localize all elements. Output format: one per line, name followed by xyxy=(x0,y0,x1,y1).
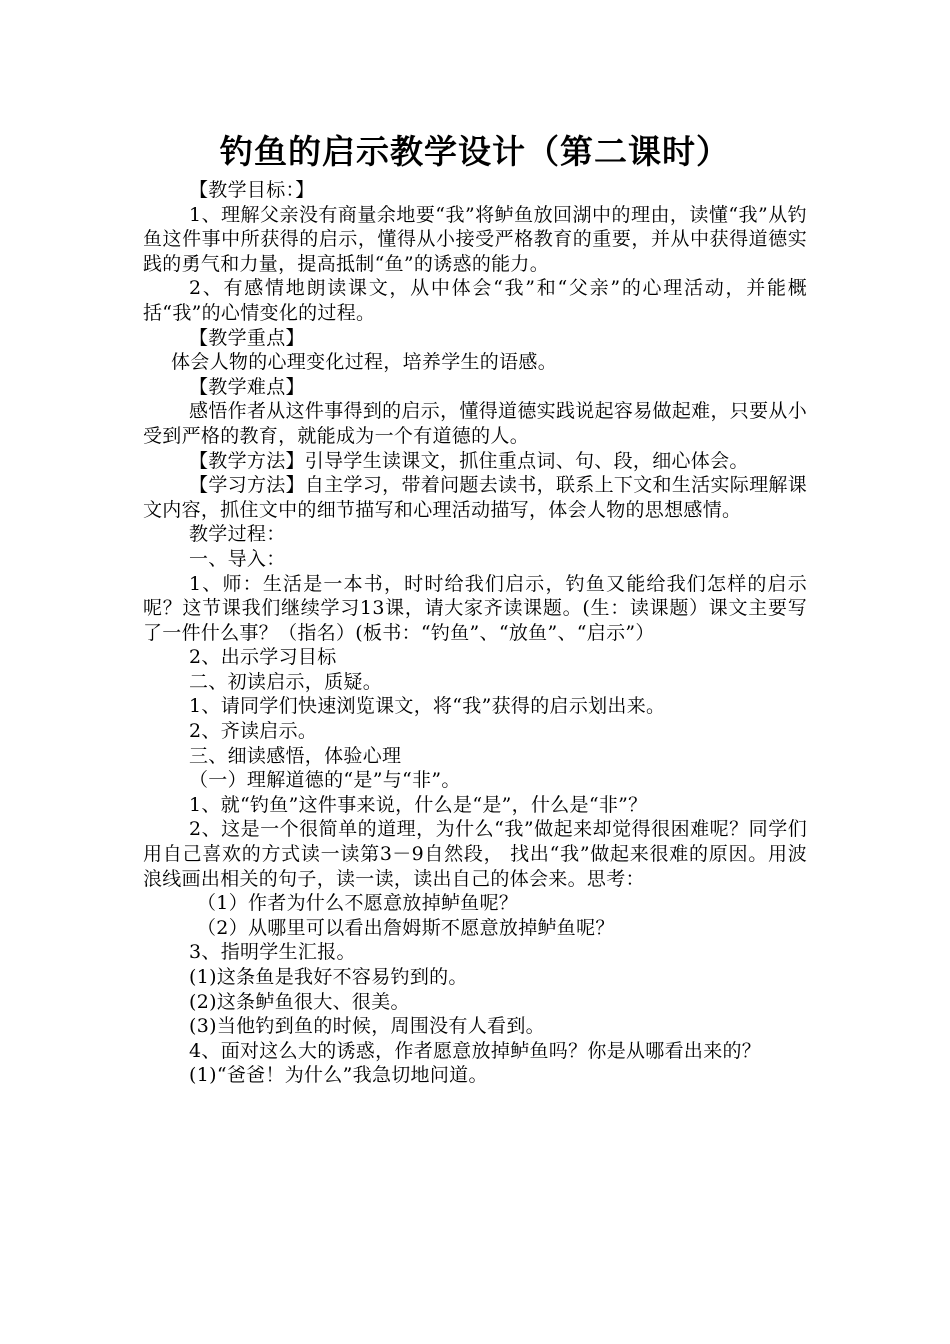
paragraph: 三、细读感悟，体验心理 xyxy=(189,744,402,767)
paragraph: （一）理解道德的“是”与“非”。 xyxy=(189,769,461,792)
paragraph: 一、导入： xyxy=(189,547,286,570)
document-page xyxy=(143,128,807,1088)
paragraph: (2)这条鲈鱼很大、很美。 xyxy=(189,990,410,1013)
paragraph: 2、这是一个很简单的道理，为什么“我”做起来却觉得很困难呢？同学们用自己喜欢的方式读一读第3－9自然段， 找出“我”做起来很难的原因。用波浪线画出相关的句子，读一读，读出自己的体会来。思考： xyxy=(143,818,807,890)
paragraph: 感悟作者从这件事得到的启示，懂得道德实践说起容易做起难，只要从小受到严格的教育，就能成为一个有道德的人。 xyxy=(143,400,807,447)
paragraph: 【学习方法】自主学习，带着问题去读书，联系上下文和生活实际理解课文内容，抓住文中的细节描写和心理活动描写，体会人物的思想感情。 xyxy=(143,474,807,521)
document-body xyxy=(143,178,807,1088)
paragraph: （2）从哪里可以看出詹姆斯不愿意放掉鲈鱼呢？ xyxy=(197,916,615,939)
paragraph: 【教学难点】 xyxy=(189,375,305,398)
paragraph: (3)当他钓到鱼的时候，周围没有人看到。 xyxy=(189,1015,545,1038)
paragraph: 2、有感情地朗读课文，从中体会“我”和“父亲”的心理活动，并能概括“我”的心情变化的过程。 xyxy=(143,277,807,324)
paragraph: 2、出示学习目标 xyxy=(189,646,337,669)
paragraph: 1、理解父亲没有商量余地要“我”将鲈鱼放回湖中的理由，读懂“我”从钓鱼这件事中所获得的启示，懂得从小接受严格教育的重要，并从中获得道德实践的勇气和力量，提高抵制“鱼”的诱惑的能力。 xyxy=(143,203,807,275)
paragraph: 4、面对这么大的诱惑，作者愿意放掉鲈鱼吗？你是从哪看出来的？ xyxy=(189,1039,762,1062)
paragraph: 【教学重点】 xyxy=(189,326,305,349)
document-title: 钓鱼的启示教学设计（第二课时） xyxy=(220,132,730,171)
paragraph: 1、师：生活是一本书，时时给我们启示，钓鱼又能给我们怎样的启示呢？这节课我们继续学习13课，请大家齐读课题。(生：读课题）课文主要写了一件什么事？（指名）(板书：“钓鱼”、“放鱼”、“启示”） xyxy=(143,572,807,644)
paragraph: 二、初读启示，质疑。 xyxy=(189,670,383,693)
paragraph: 1、请同学们快速浏览课文，将“我”获得的启示划出来。 xyxy=(189,695,666,718)
paragraph: 3、指明学生汇报。 xyxy=(189,941,356,964)
paragraph: 教学过程： xyxy=(189,523,286,546)
paragraph: 体会人物的心理变化过程，培养学生的语感。 xyxy=(171,351,558,374)
paragraph: 1、就“钓鱼”这件事来说，什么是“是”，什么是“非”？ xyxy=(189,793,648,816)
paragraph: (1)这条鱼是我好不容易钓到的。 xyxy=(189,966,468,988)
paragraph: 【教学目标：】 xyxy=(189,179,315,201)
paragraph: 2、齐读启示。 xyxy=(189,720,318,743)
paragraph: 【教学方法】引导学生读课文，抓住重点词、句、段，细心体会。 xyxy=(189,449,749,472)
paragraph: (1)“爸爸！为什么”我急切地问道。 xyxy=(189,1064,488,1087)
paragraph: （1）作者为什么不愿意放掉鲈鱼呢？ xyxy=(197,892,519,915)
